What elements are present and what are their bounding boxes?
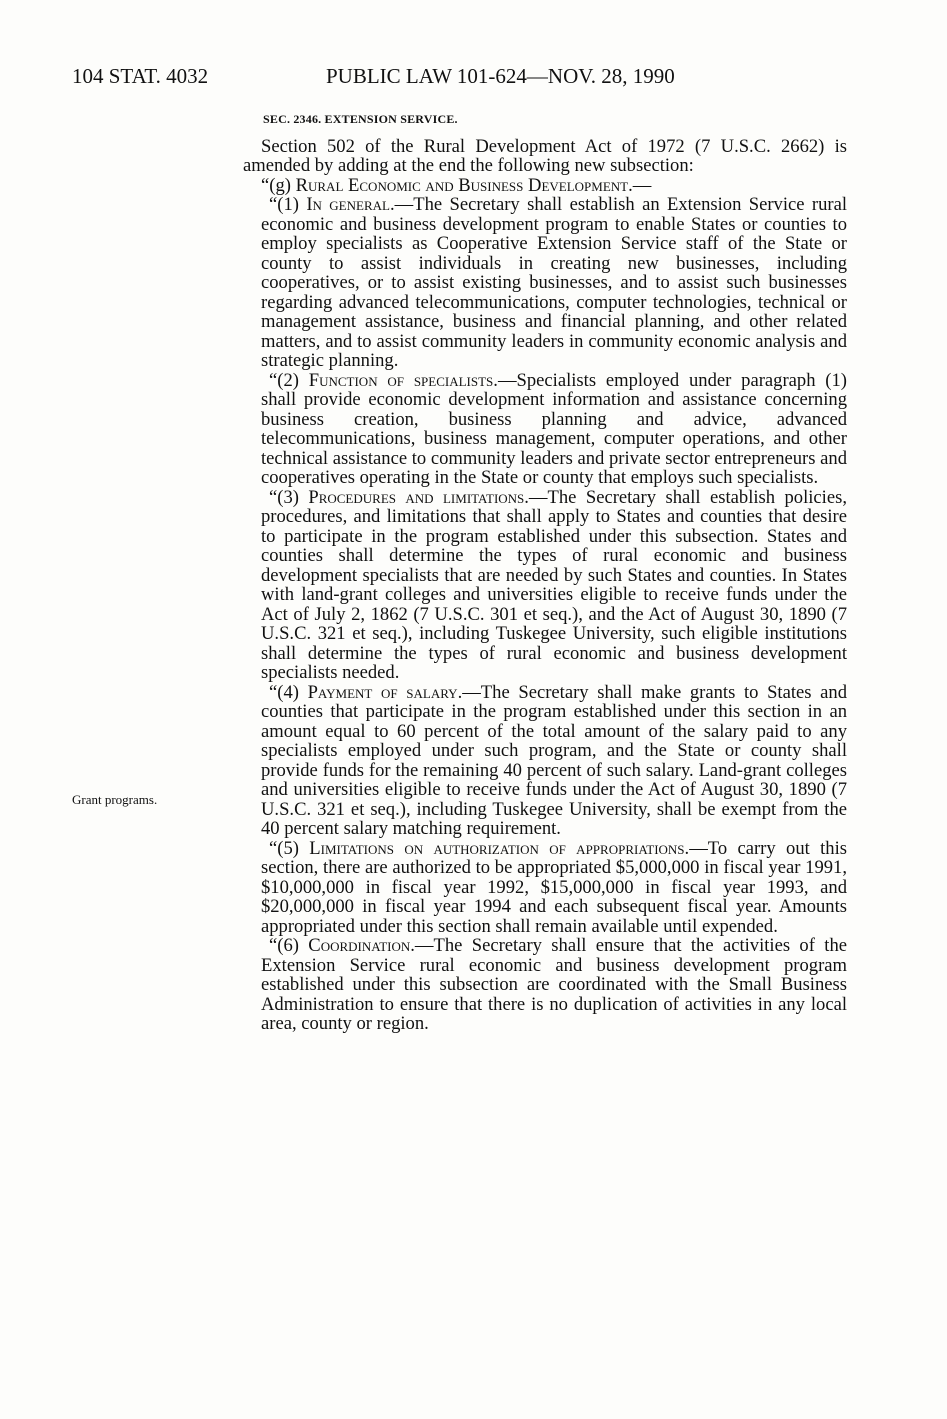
paragraph-text: .—The Secretary shall make grants to States and counties that participate in the program established under this section in an amount equal to 60 percent of the total amount of the salary paid to any specialists employed under such program, and the State or county shall provide funds for the remaining 40 percent of such salary. Land-grant colleges and universities eligible to receive funds under the Act of August 30, 1890 (7 U.S.C. 321 et seq.), including Tuskegee University, shall be exempt from the 40 percent salary matching requirement. [261,681,847,839]
paragraph-text: .—To carry out this section, there are authorized to be appropriated $5,000,000 in fiscal year 1991, $10,000,000 in fiscal year 1992, $15,000,000 in fiscal year 1993, and $20,000,000 in fiscal year 1994 and each subsequent fiscal year. Amounts appropriated under this section shall remain available until expended. [261,837,847,937]
paragraph-text: .—Specialists employed under paragraph (1) shall provide economic development information and assistance concerning business creation, business planning and advice, advanced telecommunications, business management, computer operations, and other technical assistance to community leaders and private sector entrepreneurs and cooperatives operating in the State or county that employs such specialists. [261,369,847,488]
paragraph-text: .—The Secretary shall establish an Extension Service rural economic and business development program to enable States or counties to employ specialists as Cooperative Extension Service staff of the State or county to assist individuals in creating new businesses, including cooperatives, or to assist existing businesses, and to assist such businesses regarding advanced telecommunications, computer technologies, technical or management assistance, business and financial planning, and other related matters, and to assist community leaders in community economic analysis and strategic planning. [261,194,848,371]
stat-page-number: 104 STAT. 4032 [72,64,209,88]
document-body [243,110,847,1034]
paragraph-2: “(2) Function of specialists.—Specialists employed under paragraph (1) shall provide economic development information and assistance concerning business creation, business planning and advice, advanced telecommunications, business management, computer operations, and other technical assistance to community leaders and private sector entrepreneurs and cooperatives operating in the State or county that employs such specialists. [261,369,847,488]
paragraph-title: In general [306,194,390,215]
subsection-title: Rural Economic and Business Development [295,174,629,196]
section-heading: SEC. 2346. EXTENSION SERVICE. [263,112,458,126]
paragraph-4: “(4) Payment of salary.—The Secretary shall make grants to States and counties that participate in the program established under this section in an amount equal to 60 percent of the total amount of the salary paid to any specialists employed under such program, and the State or county shall provide funds for the remaining 40 percent of such salary. Land-grant colleges and universities eligible to receive funds under the Act of August 30, 1890 (7 U.S.C. 321 et seq.), including Tuskegee University, shall be exempt from the 40 percent salary matching requirement. [261,681,847,839]
margin-note: Grant programs. [72,792,158,807]
paragraph-text: .—The Secretary shall ensure that the activities of the Extension Service rural economic and business development program established under this subsection are coordinated with the Small Business Administration to ensure that there is no duplication of activities in any local area, county or region. [261,935,847,1034]
public-law-citation: PUBLIC LAW 101-624—NOV. 28, 1990 [326,64,675,88]
paragraph-title: Limitations on authorization of appropriations [309,837,685,859]
amendment-text: Section 502 of the Rural Development Act of 1972 (7 U.S.C. 2662) is amended by adding at the end the following new subsection: [243,135,847,176]
paragraph-text: .—The Secretary shall establish policies, procedures, and limitations that shall apply to States and counties that desire to participate in the program established under this subsection. States and counties shall determine the types of rural economic and business development specialists that are needed by such States and counties. In States with land-grant colleges and universities eligible to receive funds under the Act of July 2, 1862 (7 U.S.C. 301 et seq.), and the Act of August 30, 1890 (7 U.S.C. 321 et seq.), including Tuskegee University, such eligible institutions shall determine the types of rural economic and business development specialists needed. [261,486,847,683]
subsection-heading: “(g) Rural Economic and Business Development.— [261,174,652,196]
paragraph-title: Payment of salary [307,681,458,703]
page-header [72,64,872,92]
paragraph-1: “(1) In general.—The Secretary shall establish an Extension Service rural economic and business development program to enable States or counties to employ specialists as Cooperative Extension Service staff of the State or county to assist individuals in creating new businesses, including cooperatives, or to assist existing businesses, and to assist such businesses regarding advanced telecommunications, computer technologies, technical or management assistance, business and financial planning, and other related matters, and to assist community leaders in community economic analysis and strategic planning. [261,194,848,371]
paragraph-3: “(3) Procedures and limitations.—The Secretary shall establish policies, procedures, and limitations that shall apply to States and counties that desire to participate in the program established under this subsection. States and counties shall determine the types of rural economic and business development specialists that are needed by such States and counties. In States with land-grant colleges and universities eligible to receive funds under the Act of July 2, 1862 (7 U.S.C. 301 et seq.), and the Act of August 30, 1890 (7 U.S.C. 321 et seq.), including Tuskegee University, such eligible institutions shall determine the types of rural economic and business development specialists needed. [261,486,847,683]
amendment-intro [243,137,847,176]
paragraph-6: “(6) Coordination.—The Secretary shall ensure that the activities of the Extension Service rural economic and business development program established under this subsection are coordinated with the Small Business Administration to ensure that there is no duplication of activities in any local area, county or region. [261,935,847,1034]
paragraph-5: “(5) Limitations on authorization of appropriations.—To carry out this section, there are authorized to be appropriated $5,000,000 in fiscal year 1991, $10,000,000 in fiscal year 1992, $15,000,000 in fiscal year 1993, and $20,000,000 in fiscal year 1994 and each subsequent fiscal year. Amounts appropriated under this section shall remain available until expended. [261,837,847,937]
paragraph-title: Coordination [308,935,411,956]
paragraph-title: Function of specialists [308,369,494,391]
paragraph-title: Procedures and limitations [308,486,525,508]
